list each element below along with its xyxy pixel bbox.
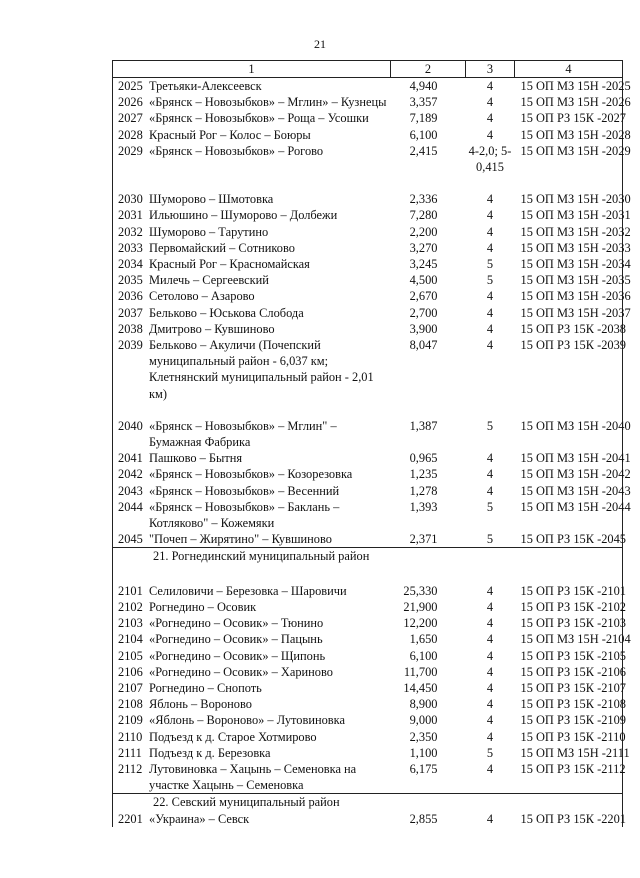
road-id-number: 15 ОП РЗ 15К -2039: [515, 337, 623, 418]
road-id-number: 15 ОП МЗ 15Н -2104: [515, 631, 623, 647]
roads-table-wrapper: [112, 60, 631, 827]
road-length: 21,900: [403, 599, 438, 614]
road-code: 2043: [118, 483, 143, 498]
road-name: «Брянск – Новозыбков» – Роща – Усошки: [149, 111, 369, 126]
table-row: [113, 499, 623, 531]
road-id-number: 15 ОП РЗ 15К -2101: [515, 583, 623, 599]
road-name: Красный Рог – Красномайская: [149, 257, 310, 272]
table-row: [113, 191, 623, 207]
road-id-number: 15 ОП МЗ 15Н -2033: [515, 240, 623, 256]
road-code: 2101: [118, 583, 143, 598]
page-number: 21: [314, 37, 326, 51]
road-length: 2,336: [409, 192, 438, 207]
table-row: [113, 680, 623, 696]
road-name: Бельково – Юськова Слобода: [149, 305, 304, 320]
road-id-number: 15 ОП МЗ 15Н -2043: [515, 483, 623, 499]
road-length: 7,280: [409, 208, 438, 223]
road-id-number: 15 ОП МЗ 15Н -2040: [515, 418, 623, 450]
road-length: 7,189: [409, 111, 438, 126]
road-code: 2037: [118, 305, 143, 320]
road-length: 3,357: [409, 95, 438, 110]
road-id-number: 15 ОП РЗ 15К -2102: [515, 599, 623, 615]
road-cell: [113, 207, 391, 223]
table-row: [113, 599, 623, 615]
road-name: «Брянск – Новозыбков» – Козорезовка: [149, 467, 353, 482]
road-category: 5: [486, 257, 494, 272]
road-name: Милечь – Сергеевский: [149, 273, 269, 288]
road-cell: [113, 78, 391, 95]
road-category: 4: [486, 111, 494, 126]
table-row: [113, 272, 623, 288]
road-category: 4: [486, 305, 494, 320]
road-category: 4: [486, 192, 494, 207]
table-row: [113, 78, 623, 95]
road-length: 2,670: [409, 289, 438, 304]
header-col-2: 2: [391, 61, 466, 78]
road-category: 4: [486, 583, 494, 598]
road-name: Рогнедино – Снопоть: [149, 680, 262, 695]
road-length: 9,000: [409, 713, 438, 728]
road-length: 2,200: [409, 224, 438, 239]
section-title: 22. Севский муниципальный район: [113, 794, 623, 811]
road-code: 2109: [118, 713, 143, 728]
road-length: 25,330: [403, 583, 438, 598]
road-name: Селиловичи – Березовка – Шаровичи: [149, 583, 347, 598]
road-id-number: 15 ОП РЗ 15К -2107: [515, 680, 623, 696]
road-cell: [113, 305, 391, 321]
road-cell: [113, 583, 391, 599]
table-row: [113, 729, 623, 745]
road-cell: [113, 418, 391, 450]
table-row: [113, 761, 623, 794]
table-row: [113, 240, 623, 256]
road-length: 6,100: [409, 648, 438, 663]
road-code: 2040: [118, 418, 143, 433]
road-length: 0,965: [409, 451, 438, 466]
table-row: [113, 531, 623, 548]
road-cell: [113, 321, 391, 337]
road-id-number: 15 ОП МЗ 15Н -2041: [515, 450, 623, 466]
table-row: [113, 207, 623, 223]
road-category: 4-2,0; 5-0,415: [468, 143, 512, 175]
road-cell: [113, 761, 391, 794]
road-category: 5: [486, 418, 494, 433]
table-row: [113, 288, 623, 304]
road-code: 2105: [118, 648, 143, 663]
road-id-number: 15 ОП МЗ 15Н -2034: [515, 256, 623, 272]
road-code: 2032: [118, 224, 143, 239]
road-code: 2025: [118, 79, 143, 93]
road-cell: [113, 811, 391, 827]
road-code: 2104: [118, 632, 143, 647]
road-code: 2030: [118, 192, 143, 207]
road-length: 2,855: [409, 811, 438, 826]
road-category: 4: [486, 79, 494, 93]
road-length: 1,650: [409, 632, 438, 647]
header-row: [113, 61, 623, 78]
road-cell: [113, 531, 391, 548]
road-length: 1,387: [409, 418, 438, 433]
road-id-number: 15 ОП РЗ 15К -2112: [515, 761, 623, 794]
road-name: «Яблонь – Вороново» – Лутовиновка: [149, 713, 345, 728]
header-col-3: 3: [466, 61, 515, 78]
table-body: [113, 78, 631, 827]
road-name: Дмитрово – Кувшиново: [149, 321, 275, 336]
table-row: [113, 483, 623, 499]
table-row: [113, 712, 623, 728]
road-code: 2111: [118, 745, 142, 760]
road-id-number: 15 ОП РЗ 15К -2201: [515, 811, 623, 827]
road-id-number: 15 ОП РЗ 15К -2110: [515, 729, 623, 745]
road-category: 4: [486, 599, 494, 614]
road-code: 2028: [118, 127, 143, 142]
road-name: Бельково – Акуличи (Почепский муниципальный район - 6,037 км; Клетнянский муниципальный район - 2,01 км): [149, 338, 374, 401]
road-id-number: 15 ОП МЗ 15Н -2036: [515, 288, 623, 304]
road-cell: [113, 110, 391, 126]
road-name: «Рогнедино – Осовик» – Хариново: [149, 664, 333, 679]
road-id-number: 15 ОП МЗ 15Н -2037: [515, 305, 623, 321]
road-code: 2033: [118, 240, 143, 255]
road-code: 2112: [118, 761, 143, 776]
road-code: 2102: [118, 599, 143, 614]
road-code: 2042: [118, 467, 143, 482]
road-category: 4: [486, 451, 494, 466]
road-name: Шуморово – Тарутино: [149, 224, 269, 239]
table-row: [113, 811, 623, 827]
road-category: 5: [466, 531, 515, 548]
road-cell: [113, 599, 391, 615]
road-id-number: 15 ОП МЗ 15Н -2042: [515, 466, 623, 482]
road-length: 2,371: [391, 531, 466, 548]
road-category: 4: [466, 761, 515, 794]
table-row: [113, 143, 623, 191]
road-code: 2110: [118, 729, 143, 744]
road-length: 2,350: [409, 729, 438, 744]
road-id-number: 15 ОП МЗ 15Н -2044: [515, 499, 623, 531]
road-length: 4,500: [409, 273, 438, 288]
road-length: 1,100: [409, 745, 438, 760]
road-cell: [113, 729, 391, 745]
road-id-number: 15 ОП РЗ 15К -2106: [515, 664, 623, 680]
road-name: Шуморово – Шмотовка: [149, 192, 274, 207]
table-row: [113, 127, 623, 143]
road-code: 2044: [118, 499, 143, 514]
road-id-number: 15 ОП МЗ 15Н -2031: [515, 207, 623, 223]
road-category: 4: [486, 338, 494, 353]
road-name: «Брянск – Новозыбков» – Весенний: [149, 483, 340, 498]
road-category: 4: [486, 729, 494, 744]
road-cell: [113, 256, 391, 272]
road-cell: [113, 337, 391, 418]
road-code: 2039: [118, 338, 143, 353]
road-length: 8,047: [409, 338, 438, 353]
road-length: 6,100: [409, 127, 438, 142]
road-category: 4: [486, 95, 494, 110]
road-length: 12,200: [403, 616, 438, 631]
road-length: 6,175: [391, 761, 466, 794]
road-name: «Рогнедино – Осовик» – Щипонь: [149, 648, 326, 663]
road-id-number: 15 ОП РЗ 15К -2108: [515, 696, 623, 712]
road-category: 4: [486, 648, 494, 663]
road-code: 2108: [118, 697, 143, 712]
road-name: Сетолово – Азарово: [149, 289, 255, 304]
road-name: "Почеп – Жирятино" – Кувшиново: [149, 532, 332, 547]
road-cell: [113, 240, 391, 256]
road-length: 14,450: [403, 680, 438, 695]
road-id-number: 15 ОП МЗ 15Н -2032: [515, 224, 623, 240]
table-row: [113, 321, 623, 337]
road-category: 4: [486, 240, 494, 255]
road-length: 11,700: [403, 664, 438, 679]
road-name: «Рогнедино – Осовик» – Пацынь: [149, 632, 323, 647]
road-id-number: 15 ОП РЗ 15К -2109: [515, 712, 623, 728]
roads-table: [112, 60, 631, 827]
road-code: 2103: [118, 616, 143, 631]
section-header: [113, 794, 623, 811]
road-category: 4: [486, 289, 494, 304]
road-id-number: 15 ОП МЗ 15Н -2029: [515, 143, 623, 191]
road-cell: [113, 483, 391, 499]
road-cell: [113, 648, 391, 664]
road-cell: [113, 272, 391, 288]
road-cell: [113, 288, 391, 304]
road-cell: [113, 450, 391, 466]
road-id-number: 15 ОП МЗ 15Н -2035: [515, 272, 623, 288]
table-row: [113, 648, 623, 664]
road-cell: [113, 466, 391, 482]
road-code: 2045: [118, 532, 143, 547]
road-id-number: 15 ОП МЗ 15Н -2030: [515, 191, 623, 207]
road-cell: [113, 745, 391, 761]
road-name: Лутовиновка – Хацынь – Семеновка на участке Хацынь – Семеновка: [149, 761, 357, 793]
road-id-number: 15 ОП РЗ 15К -2027: [515, 110, 623, 126]
road-name: Яблонь – Вороново: [149, 697, 252, 712]
road-category: 4: [486, 713, 494, 728]
road-code: 2038: [118, 321, 143, 336]
road-cell: [113, 191, 391, 207]
road-id-number: 15 ОП МЗ 15Н -2111: [515, 745, 623, 761]
road-category: 4: [486, 697, 494, 712]
road-code: 2035: [118, 273, 143, 288]
road-cell: [113, 615, 391, 631]
table-row: [113, 631, 623, 647]
road-length: 2,700: [409, 305, 438, 320]
road-name: «Брянск – Новозыбков» – Мглин" – Бумажная Фабрика: [149, 418, 337, 450]
road-code: 2026: [118, 95, 143, 110]
road-code: 2041: [118, 451, 143, 466]
road-category: 4: [486, 680, 494, 695]
road-name: Первомайский – Сотниково: [149, 240, 295, 255]
road-cell: [113, 696, 391, 712]
header-col-4: 4: [515, 61, 623, 78]
table-row: [113, 745, 623, 761]
road-id-number: 15 ОП МЗ 15Н -2026: [515, 94, 623, 110]
road-name: «Брянск – Новозыбков» – Мглин» – Кузнецы: [149, 95, 387, 110]
road-cell: [113, 680, 391, 696]
road-name: «Брянск – Новозыбков» – Рогово: [149, 143, 324, 158]
road-cell: [113, 499, 391, 531]
road-code: 2107: [118, 680, 143, 695]
table-row: [113, 337, 623, 418]
road-length: 4,940: [409, 79, 438, 93]
road-name: «Рогнедино – Осовик» – Тюнино: [149, 616, 324, 631]
road-code: 2036: [118, 289, 143, 304]
road-cell: [113, 127, 391, 143]
road-category: 4: [486, 664, 494, 679]
road-id-number: 15 ОП РЗ 15К -2045: [515, 531, 623, 548]
road-cell: [113, 631, 391, 647]
road-length: 3,270: [409, 240, 438, 255]
road-length: 1,235: [409, 467, 438, 482]
table-row: [113, 110, 623, 126]
road-id-number: 15 ОП МЗ 15Н -2028: [515, 127, 623, 143]
road-length: 8,900: [409, 697, 438, 712]
road-code: 2106: [118, 664, 143, 679]
table-row: [113, 418, 623, 450]
road-length: 1,393: [409, 499, 438, 514]
road-name: Подъезд к д. Старое Хотмирово: [149, 729, 317, 744]
road-cell: [113, 143, 391, 191]
table-row: [113, 305, 623, 321]
road-name: Третьяки-Алексеевск: [149, 79, 262, 93]
road-name: Рогнедино – Осовик: [149, 599, 257, 614]
road-cell: [113, 664, 391, 680]
table-row: [113, 256, 623, 272]
road-name: Ильюшино – Шуморово – Долбежи: [149, 208, 338, 223]
road-category: 4: [486, 224, 494, 239]
road-cell: [113, 94, 391, 110]
road-code: 2029: [118, 143, 143, 158]
road-category: 4: [486, 127, 494, 142]
table-row: [113, 94, 623, 110]
road-id-number: 15 ОП РЗ 15К -2105: [515, 648, 623, 664]
table-row: [113, 696, 623, 712]
road-length: 1,278: [409, 483, 438, 498]
road-code: 2034: [118, 257, 143, 272]
section-title: 21. Рогнединский муниципальный район: [113, 548, 623, 583]
road-category: 4: [486, 811, 494, 826]
table-row: [113, 615, 623, 631]
section-header: [113, 548, 623, 583]
road-category: 5: [486, 499, 494, 514]
road-name: Пашково – Бытня: [149, 451, 243, 466]
table-row: [113, 450, 623, 466]
table-row: [113, 466, 623, 482]
road-category: 5: [486, 273, 494, 288]
road-name: «Брянск – Новозыбков» – Баклань – Котляково" – Кожемяки: [149, 499, 340, 531]
road-cell: [113, 224, 391, 240]
road-category: 4: [486, 467, 494, 482]
table-row: [113, 664, 623, 680]
header-col-1: 1: [113, 61, 391, 78]
road-name: Красный Рог – Колос – Боюры: [149, 127, 311, 142]
road-code: 2201: [118, 811, 143, 826]
road-length: 2,415: [409, 143, 438, 158]
road-category: 4: [486, 208, 494, 223]
road-id-number: 15 ОП РЗ 15К -2038: [515, 321, 623, 337]
road-cell: [113, 712, 391, 728]
road-id-number: 15 ОП МЗ 15Н -2025: [515, 78, 623, 95]
table-row: [113, 583, 623, 599]
road-id-number: 15 ОП РЗ 15К -2103: [515, 615, 623, 631]
road-category: 4: [486, 483, 494, 498]
road-name: «Украина» – Севск: [149, 811, 250, 826]
table-row: [113, 224, 623, 240]
road-category: 4: [486, 321, 494, 336]
road-category: 4: [486, 632, 494, 647]
road-name: Подъезд к д. Березовка: [149, 745, 271, 760]
road-code: 2031: [118, 208, 143, 223]
road-length: 3,245: [409, 257, 438, 272]
road-length: 3,900: [409, 321, 438, 336]
road-code: 2027: [118, 111, 143, 126]
road-category: 5: [486, 745, 494, 760]
road-category: 4: [486, 616, 494, 631]
